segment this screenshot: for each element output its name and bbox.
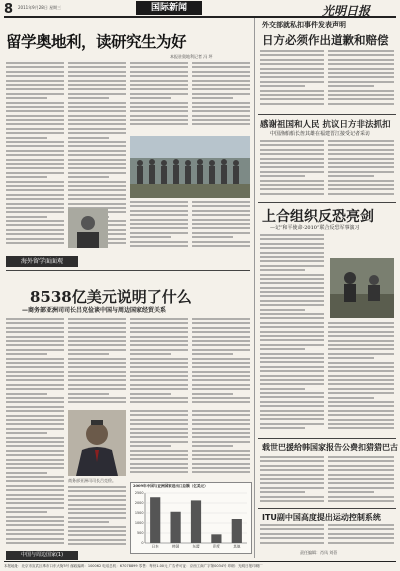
itu-headline: ITU副中国高度提出运动控制系统 [262,513,381,522]
bar-4 [232,519,242,543]
column-rule [254,18,255,558]
page-footer: 本报地址：北京市宣武区珠市口东大街5号 邮政编码：100062 电话总机：67078899 零售：每份1.00元 广告许可证：京西工商广字第0034号 印刷：光明日报印刷厂 [4,561,396,571]
chart-plot [131,491,251,553]
iran-col-2 [328,456,394,506]
divider [258,508,396,509]
iran-col-1 [260,456,324,506]
austria-col-4 [192,62,250,132]
trade-headline: 8538亿美元说明了什么 [30,288,192,306]
bar-2 [191,500,201,543]
captain-headline: 感谢祖国和人民 抗议日方非法抓扣 [260,120,391,130]
x-tick-label: 日本 [151,544,159,549]
y-tick-label: 2500 [134,491,144,496]
student-portrait [68,208,108,248]
divider [6,270,250,271]
sco-col-2 [328,322,394,434]
official-portrait [68,410,126,476]
y-tick-label: 1000 [134,521,144,526]
divider [258,202,396,203]
page-number: 8 [4,2,14,17]
austria-headline: 留学奥地利，读研究生为好 [6,33,187,51]
y-tick-label: 500 [137,531,144,536]
itu-col-2 [328,524,394,546]
itu-col-1 [260,524,324,546]
divider [258,114,396,115]
austria-byline: 本报驻奥地利记者 冯 坪 [170,54,213,59]
captain-subhead: 中国渔船船长詹其雄在福建晋江接受记者采访 [270,131,371,137]
chart-title: 2009年中国与亚洲国家进出口总额（亿美元） [133,484,208,488]
trade-col-2 [68,318,126,406]
trade-chart [130,482,252,554]
sco-col-1 [260,234,324,434]
trade-col-4 [192,318,250,406]
overseas-study-label: 海外留学面面观 [6,256,78,267]
section-title: 国际新闻 [136,1,202,15]
y-tick-label: 0 [141,541,144,546]
sco-subhead: —记“和平使命-2010”联合反恐军事演习 [270,225,360,231]
trade-col-2b [68,486,126,550]
japan-kicker: 外交部就私扣事件发表声明 [262,20,346,29]
austria-col-1 [6,62,64,250]
x-tick-label: 印度 [212,544,220,549]
editor-line: 责任编辑：肖凤 刘蓓 [300,550,338,555]
bar-3 [211,534,221,543]
japan-col-1 [260,50,324,110]
china-neighbors-label: 中国与周边国家(1) [6,551,78,560]
x-tick-label: 东盟 [192,544,200,549]
y-tick-label: 1500 [134,511,144,516]
trade-col-3 [130,318,188,406]
captain-col-1 [260,140,324,198]
date-line: 2011年9月28日 星期三 [18,5,62,10]
portrait-caption: 商务部亚洲司司长吕克俭。 [68,478,116,483]
trade-subhead: —商务部亚洲司司长吕克俭谈中国与周边国家经贸关系 [22,307,167,314]
masthead: 光明日报 [322,4,371,18]
trade-col-1 [6,318,64,550]
captain-col-2 [328,140,394,198]
x-tick-label: 韩国 [172,544,180,549]
divider [258,438,396,439]
x-tick-label: 其他 [233,544,241,549]
trade-col-4b [192,410,250,478]
japan-col-2 [328,50,394,110]
bar-1 [171,512,181,543]
trade-col-3b [130,410,188,478]
sco-headline: 上合组织反恐亮剑 [262,209,374,225]
sco-photo [330,258,394,318]
page-header [4,2,396,18]
y-tick-label: 2000 [134,501,144,506]
iran-headline: 载世巴援给韩国家报告公费扣猎猎巴古 [262,443,398,452]
austria-col-3b [130,201,188,251]
austria-col-3 [130,62,188,132]
japan-headline: 日方必须作出道歉和赔偿 [262,33,389,47]
bar-0 [150,497,160,543]
students-photo [130,136,250,198]
austria-col-4b [192,201,250,251]
